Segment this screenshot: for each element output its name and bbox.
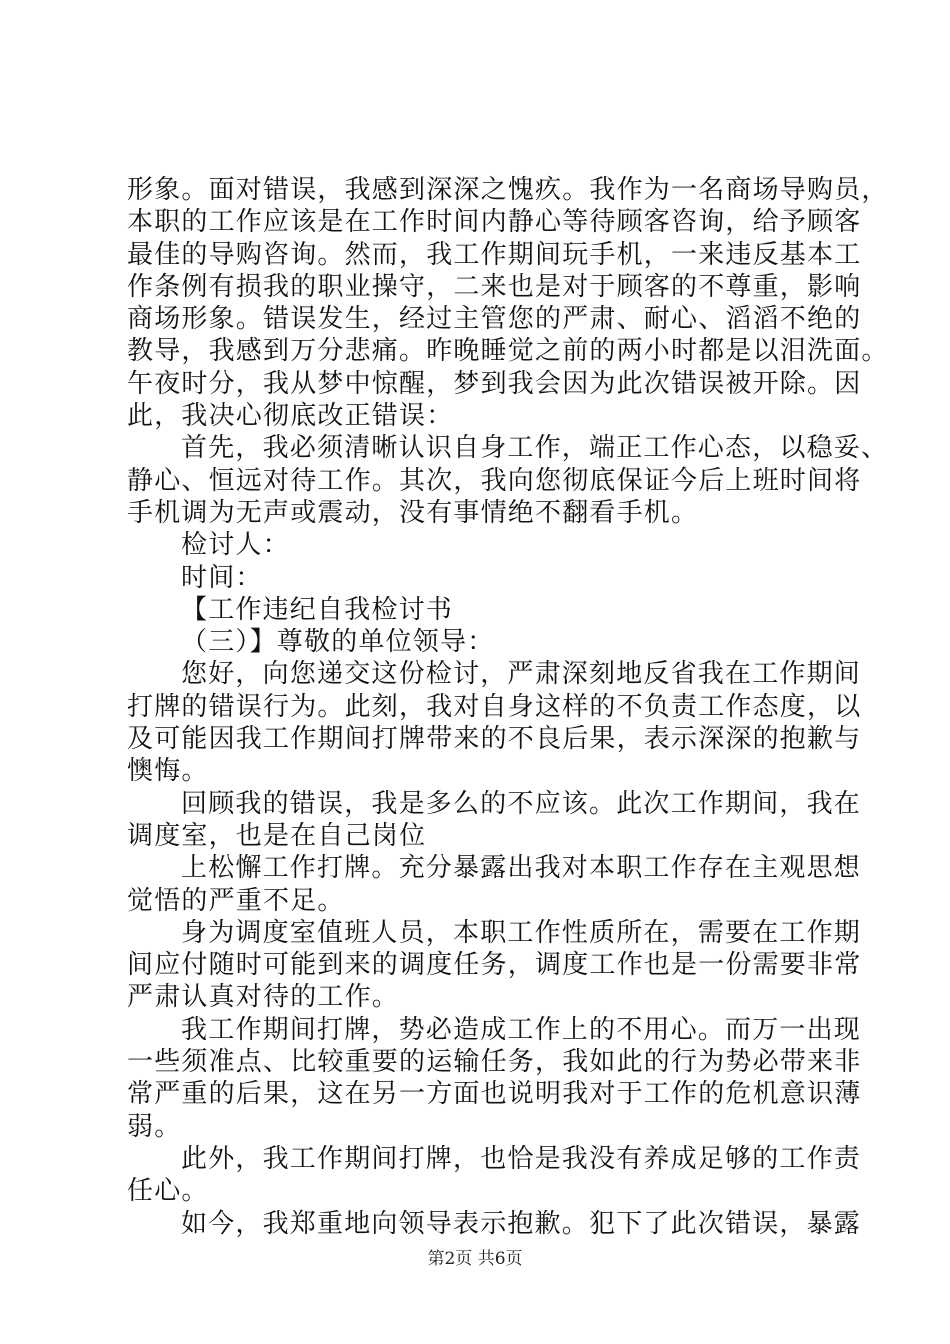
text-line: 静心、恒远对待工作。其次，我向您彻底保证今后上班时间将 — [127, 465, 862, 496]
text-line: 首先，我必须清晰认识自身工作，端正工作心态，以稳妥、 — [181, 433, 889, 464]
text-line: 教导，我感到万分悲痛。昨晚睡觉之前的两小时都是以泪洗面。 — [127, 336, 889, 367]
page-number-label: 第2页 共6页 — [427, 1249, 523, 1269]
text-line: 懊悔。 — [127, 756, 209, 787]
document-body — [127, 174, 889, 1240]
text-line: 手机调为无声或震动，没有事情绝不翻看手机。 — [127, 497, 699, 528]
text-line: 如今，我郑重地向领导表示抱歉。犯下了此次错误，暴露 — [181, 1208, 862, 1239]
text-line: 回顾我的错误，我是多么的不应该。此次工作期间，我在 — [181, 788, 862, 819]
text-line: 此外，我工作期间打牌，也恰是我没有养成足够的工作责 — [181, 1143, 862, 1174]
text-line: 本职的工作应该是在工作时间内静心等待顾客咨询，给予顾客 — [127, 207, 862, 238]
text-line: 上松懈工作打牌。充分暴露出我对本职工作存在主观思想 — [181, 853, 862, 884]
text-line: 我工作期间打牌，势必造成工作上的不用心。而万一出现 — [181, 1014, 862, 1045]
text-line: 弱。 — [127, 1111, 182, 1142]
page-footer — [0, 1244, 950, 1269]
text-line: 身为调度室值班人员，本职工作性质所在，需要在工作期 — [181, 917, 862, 948]
text-line: 一些须准点、比较重要的运输任务，我如此的行为势必带来非 — [127, 1047, 862, 1078]
text-line: 调度室，也是在自己岗位 — [127, 820, 427, 851]
text-line: 最佳的导购咨询。然而，我工作期间玩手机，一来违反基本工 — [127, 239, 862, 270]
text-line: 觉悟的严重不足。 — [127, 885, 345, 916]
text-line: 检讨人： — [181, 530, 290, 561]
text-line: 【工作违纪自我检讨书 — [181, 594, 454, 625]
text-line: 此，我决心彻底改正错误： — [127, 401, 454, 432]
text-line: 常严重的后果，这在另一方面也说明我对于工作的危机意识薄 — [127, 1079, 862, 1110]
text-line: 作条例有损我的职业操守，二来也是对于顾客的不尊重，影响 — [127, 271, 862, 302]
text-line: 及可能因我工作期间打牌带来的不良后果，表示深深的抱歉与 — [127, 724, 862, 755]
text-line: 形象。面对错误，我感到深深之愧疚。我作为一名商场导购员， — [127, 175, 889, 205]
text-line: 间应付随时可能到来的调度任务，调度工作也是一份需要非常 — [127, 950, 862, 981]
text-line: 打牌的错误行为。此刻，我对自身这样的不负责工作态度，以 — [127, 691, 862, 722]
text-line: （三）】尊敬的单位领导： — [181, 627, 495, 658]
text-line: 商场形象。错误发生，经过主管您的严肃、耐心、滔滔不绝的 — [127, 304, 862, 335]
text-line: 您好，向您递交这份检讨，严肃深刻地反省我在工作期间 — [181, 659, 862, 690]
text-line: 午夜时分，我从梦中惊醒，梦到我会因为此次错误被开除。因 — [127, 368, 862, 399]
text-line: 任心。 — [127, 1176, 209, 1207]
text-line: 严肃认真对待的工作。 — [127, 982, 400, 1013]
text-line: 时间： — [181, 562, 263, 593]
